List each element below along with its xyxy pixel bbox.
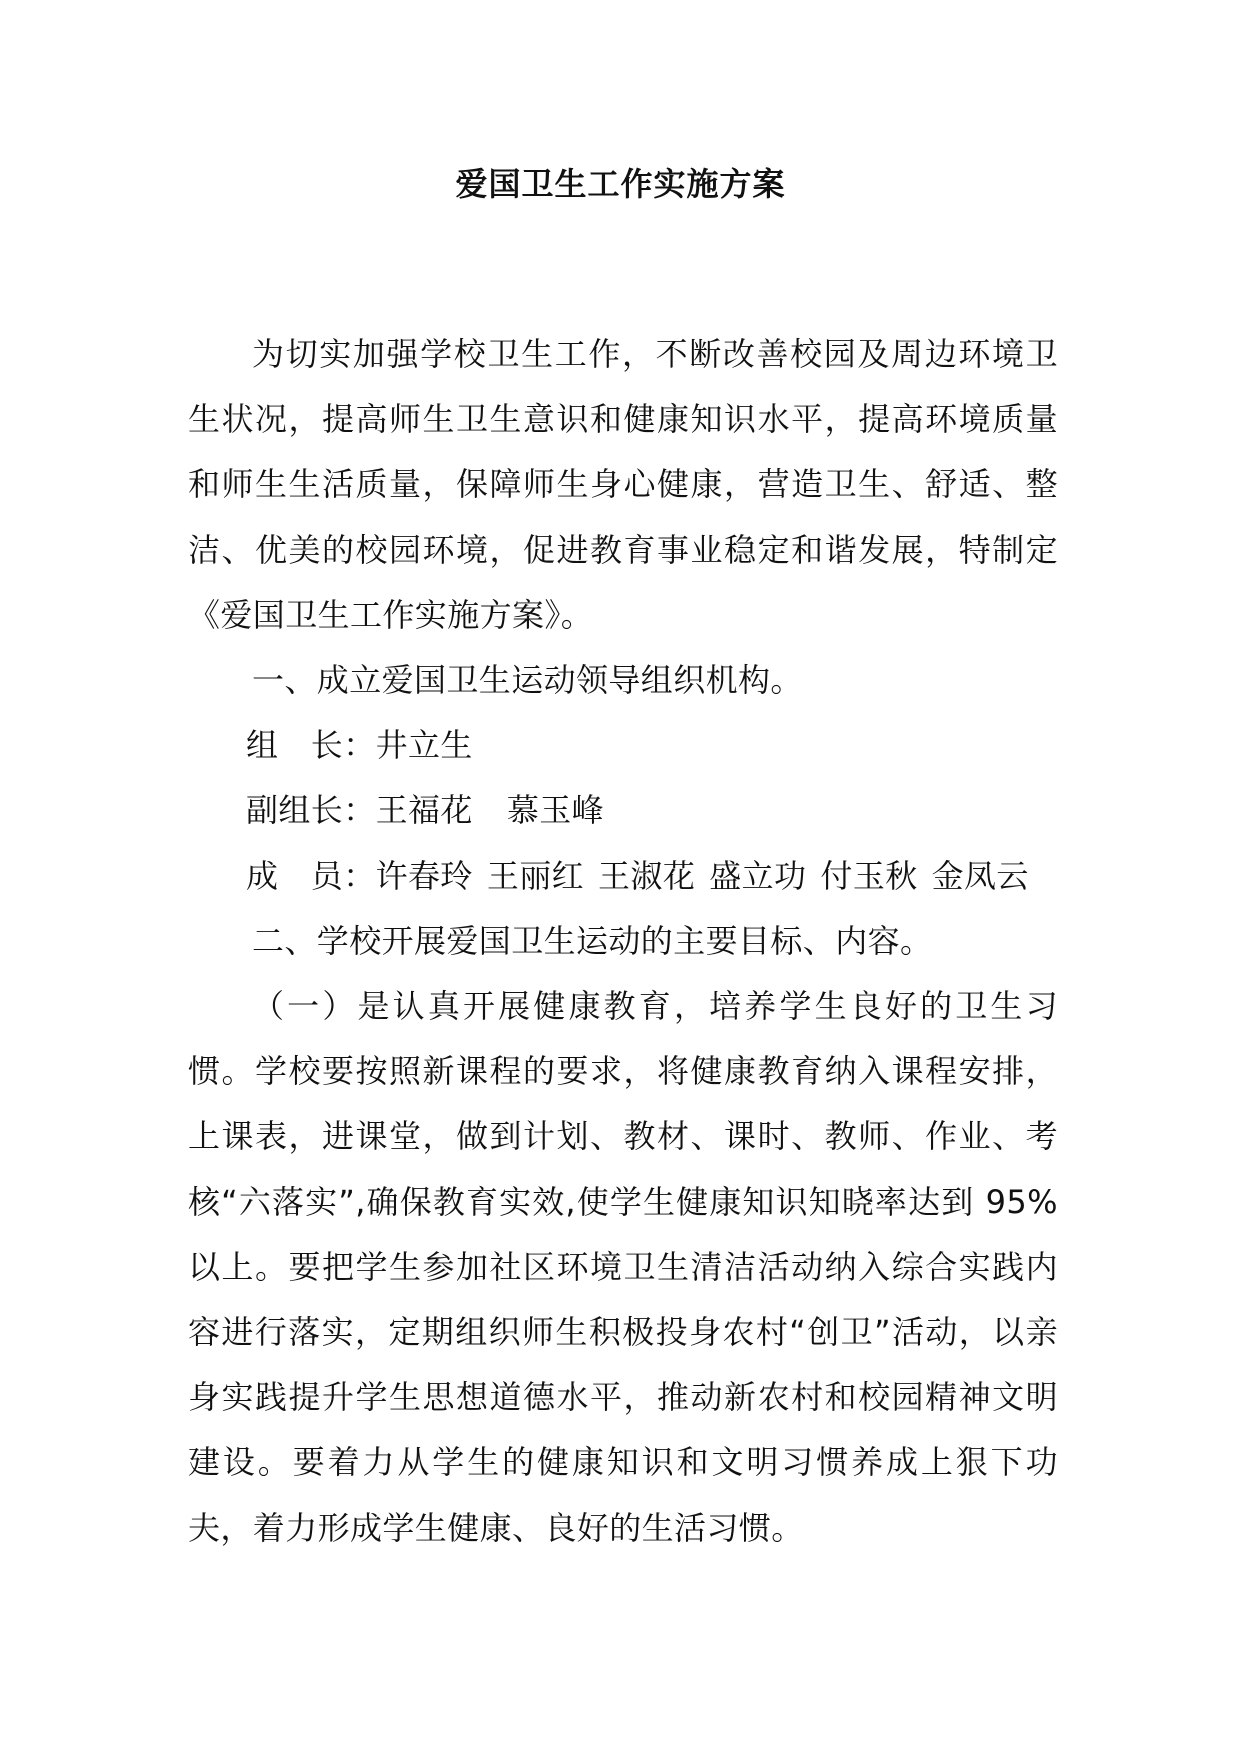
member-name: 王淑花 [598, 856, 696, 895]
deputy-line [188, 778, 1058, 843]
member-name: 盛立功 [709, 856, 807, 895]
leader-name: 井立生 [375, 726, 473, 765]
member-name: 金凤云 [931, 856, 1029, 895]
member-name: 王丽红 [486, 856, 585, 895]
leader-line [188, 713, 1058, 778]
intro-paragraph: 为切实加强学校卫生工作，不断改善校园及周边环境卫生状况，提高师生卫生意识和健康知识水平，提高环境质量和师生生活质量，保障师生身心健康，营造卫生、舒适、整洁、优美的校园环境，促进教育事业稳定和谐发展，特制定《爱国卫生工作实施方案》。 [188, 335, 1058, 634]
member-name: 许春玲 [375, 856, 473, 895]
section-one-heading: 一、成立爱国卫生运动领导组织机构。 [252, 661, 803, 700]
members-label: 成 员： [246, 856, 376, 895]
document-title: 爱国卫生工作实施方案 [455, 165, 786, 203]
members-line [188, 844, 1058, 909]
section-two-heading: 二、学校开展爱国卫生运动的主要目标、内容。 [252, 921, 933, 960]
document-body [188, 322, 1058, 1561]
member-name: 付玉秋 [820, 856, 918, 895]
deputy-name: 王福花 [375, 791, 473, 830]
leader-label: 组 长： [246, 726, 376, 765]
deputy-label: 副组长： [246, 791, 376, 830]
item-one-paragraph: （一）是认真开展健康教育，培养学生良好的卫生习惯。学校要按照新课程的要求，将健康教育纳入课程安排，上课表，进课堂，做到计划、教材、课时、教师、作业、考核“六落实”,确保教育实效,使学生健康知识知晓率达到 95%以上。要把学生参加社区环境卫生清洁活动纳入综合实践内容进行落实，定期组织师生积极投身农村“创卫”活动，以亲身实践提升学生思想道德水平，推动新农村和校园精神文明建设。要着力从学生的健康知识和文明习惯养成上狠下功夫，着力形成学生健康、良好的生活习惯。 [188, 987, 1058, 1547]
deputy-name: 慕玉峰 [506, 791, 605, 830]
